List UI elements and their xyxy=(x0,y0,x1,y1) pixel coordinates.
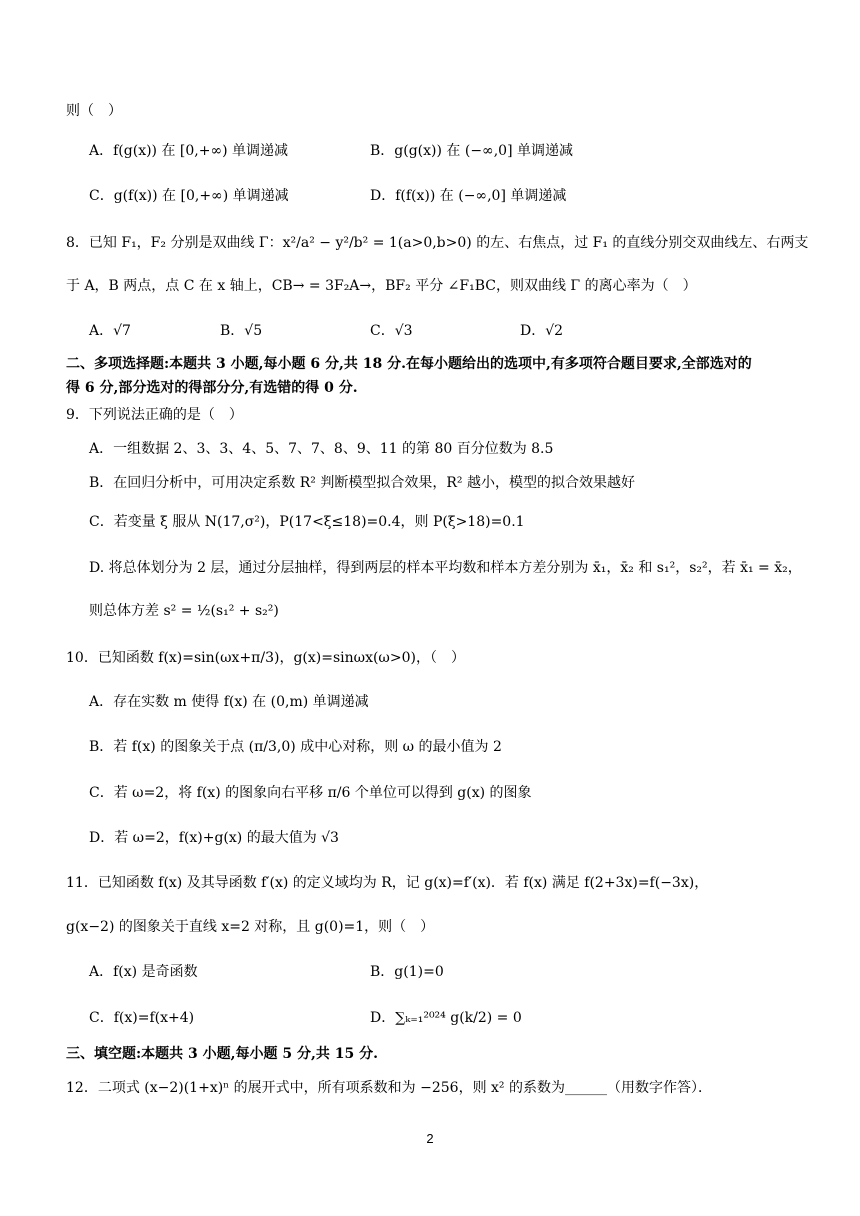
q9-option-d-line1: D. 将总体划分为 2 层，通过分层抽样，得到两层的样本平均数和样本方差分别为 x̄₁，x̄₂ 和 s₁²，s₂²，若 x̄₁ = x̄₂， xyxy=(89,560,802,576)
q8-option-a-text: √7 xyxy=(113,323,131,339)
q11-line1: 11．已知函数 f(x) 及其导函数 f′(x) 的定义域均为 R，记 g(x)=f′(x)．若 f(x) 满足 f(2+3x)=f(−3x)， xyxy=(66,875,709,891)
q9-option-a: A．一组数据 2、3、3、4、5、7、7、8、9、11 的第 80 百分位数为 8.5 xyxy=(89,441,554,457)
q7-option-c xyxy=(89,186,289,206)
q10-option-c: C．若 ω=2，将 f(x) 的图象向右平移 π/6 个单位可以得到 g(x) 的图象 xyxy=(89,785,532,801)
q11-option-a xyxy=(89,962,198,982)
q11-option-d-letter: D． xyxy=(370,1010,396,1026)
q10-option-d: D．若 ω=2，f(x)+g(x) 的最大值为 √3 xyxy=(89,830,339,846)
q7-option-c-text: g(f(x)) 在 [0,+∞) 单调递减 xyxy=(113,188,289,204)
q7-option-c-letter: C． xyxy=(89,188,114,204)
q7-option-d-text: f(f(x)) 在 (−∞,0] 单调递减 xyxy=(395,188,567,204)
q8-option-c-letter: C． xyxy=(370,323,395,339)
q8-option-d xyxy=(520,321,563,341)
q10-stem: 10．已知函数 f(x)=sin(ωx+π/3)，g(x)=sinωx(ω>0)，（ ） xyxy=(66,650,465,666)
q8-option-c-text: √3 xyxy=(394,323,413,339)
q12-text: 12．二项式 (x−2)(1+x)ⁿ 的展开式中，所有项系数和为 −256，则 x² 的系数为______（用数字作答）． xyxy=(66,1080,712,1096)
q8-option-b-letter: B． xyxy=(220,323,245,339)
q8-option-d-text: √2 xyxy=(545,323,564,339)
q7-option-d-letter: D． xyxy=(370,188,396,204)
q8-line2: 于 A，B 两点，点 C 在 x 轴上，CB→ = 3F₂A→，BF₂ 平分 ∠F₁BC，则双曲线 Γ 的离心率为（ ） xyxy=(66,278,697,294)
section2-heading-line2: 得 6 分,部分选对的得部分分,有选错的得 0 分. xyxy=(66,380,358,396)
q8-option-b xyxy=(220,321,262,341)
q11-option-a-letter: A． xyxy=(89,964,114,980)
q11-option-c xyxy=(89,1008,194,1028)
q8-option-a-letter: A． xyxy=(89,323,114,339)
q11-option-b-text: g(1)=0 xyxy=(394,964,444,980)
q11-option-d xyxy=(370,1008,522,1028)
q11-option-b xyxy=(370,962,444,982)
q7-option-b xyxy=(370,141,573,161)
q8-option-c xyxy=(370,321,413,341)
q11-option-d-text: ∑ₖ₌₁²⁰²⁴ g(k/2) = 0 xyxy=(395,1010,522,1026)
q7-option-b-text: g(g(x)) 在 (−∞,0] 单调递减 xyxy=(394,143,573,159)
q7-option-d xyxy=(370,186,566,206)
q9-option-b: B．在回归分析中，可用决定系数 R² 判断模型拟合效果，R² 越小，模型的拟合效果越好 xyxy=(89,475,635,491)
q9-option-d-line2: 则总体方差 s² = ½(s₁² + s₂²) xyxy=(89,603,279,619)
q9-stem: 9．下列说法正确的是（ ） xyxy=(66,407,243,423)
q7-tail: 则（ ） xyxy=(66,103,122,119)
q11-option-c-letter: C． xyxy=(89,1010,114,1026)
q7-option-b-letter: B． xyxy=(370,143,395,159)
q8-line1: 8．已知 F₁，F₂ 分别是双曲线 Γ：x²/a² − y²/b² = 1(a>0,b>0) 的左、右焦点，过 F₁ 的直线分别交双曲线左、右两支 xyxy=(66,235,809,251)
q8-option-a xyxy=(89,321,131,341)
q8-option-d-letter: D． xyxy=(520,323,546,339)
section3-heading: 三、填空题:本题共 3 小题,每小题 5 分,共 15 分. xyxy=(66,1046,378,1062)
q11-option-c-text: f(x)=f(x+4) xyxy=(113,1010,195,1026)
q11-option-a-text: f(x) 是奇函数 xyxy=(113,964,198,980)
q9-option-c: C．若变量 ξ 服从 N(17,σ²)，P(17<ξ≤18)=0.4，则 P(ξ>18)=0.1 xyxy=(89,514,525,530)
page-number: 2 xyxy=(426,1131,434,1146)
section2-heading-line1: 二、多项选择题:本题共 3 小题,每小题 6 分,共 18 分.在每小题给出的选项中,有多项符合题目要求,全部选对的 xyxy=(66,356,752,372)
q10-option-a: A．存在实数 m 使得 f(x) 在 (0,m) 单调递减 xyxy=(89,694,369,710)
q7-option-a-text: f(g(x)) 在 [0,+∞) 单调递减 xyxy=(113,143,289,159)
q11-line2: g(x−2) 的图象关于直线 x=2 对称，且 g(0)=1，则（ ） xyxy=(66,919,435,935)
q11-option-b-letter: B． xyxy=(370,964,395,980)
q10-option-b: B．若 f(x) 的图象关于点 (π/3,0) 成中心对称，则 ω 的最小值为 2 xyxy=(89,739,502,755)
q8-option-b-text: √5 xyxy=(244,323,263,339)
q7-option-a xyxy=(89,141,288,161)
q7-option-a-letter: A． xyxy=(89,143,114,159)
